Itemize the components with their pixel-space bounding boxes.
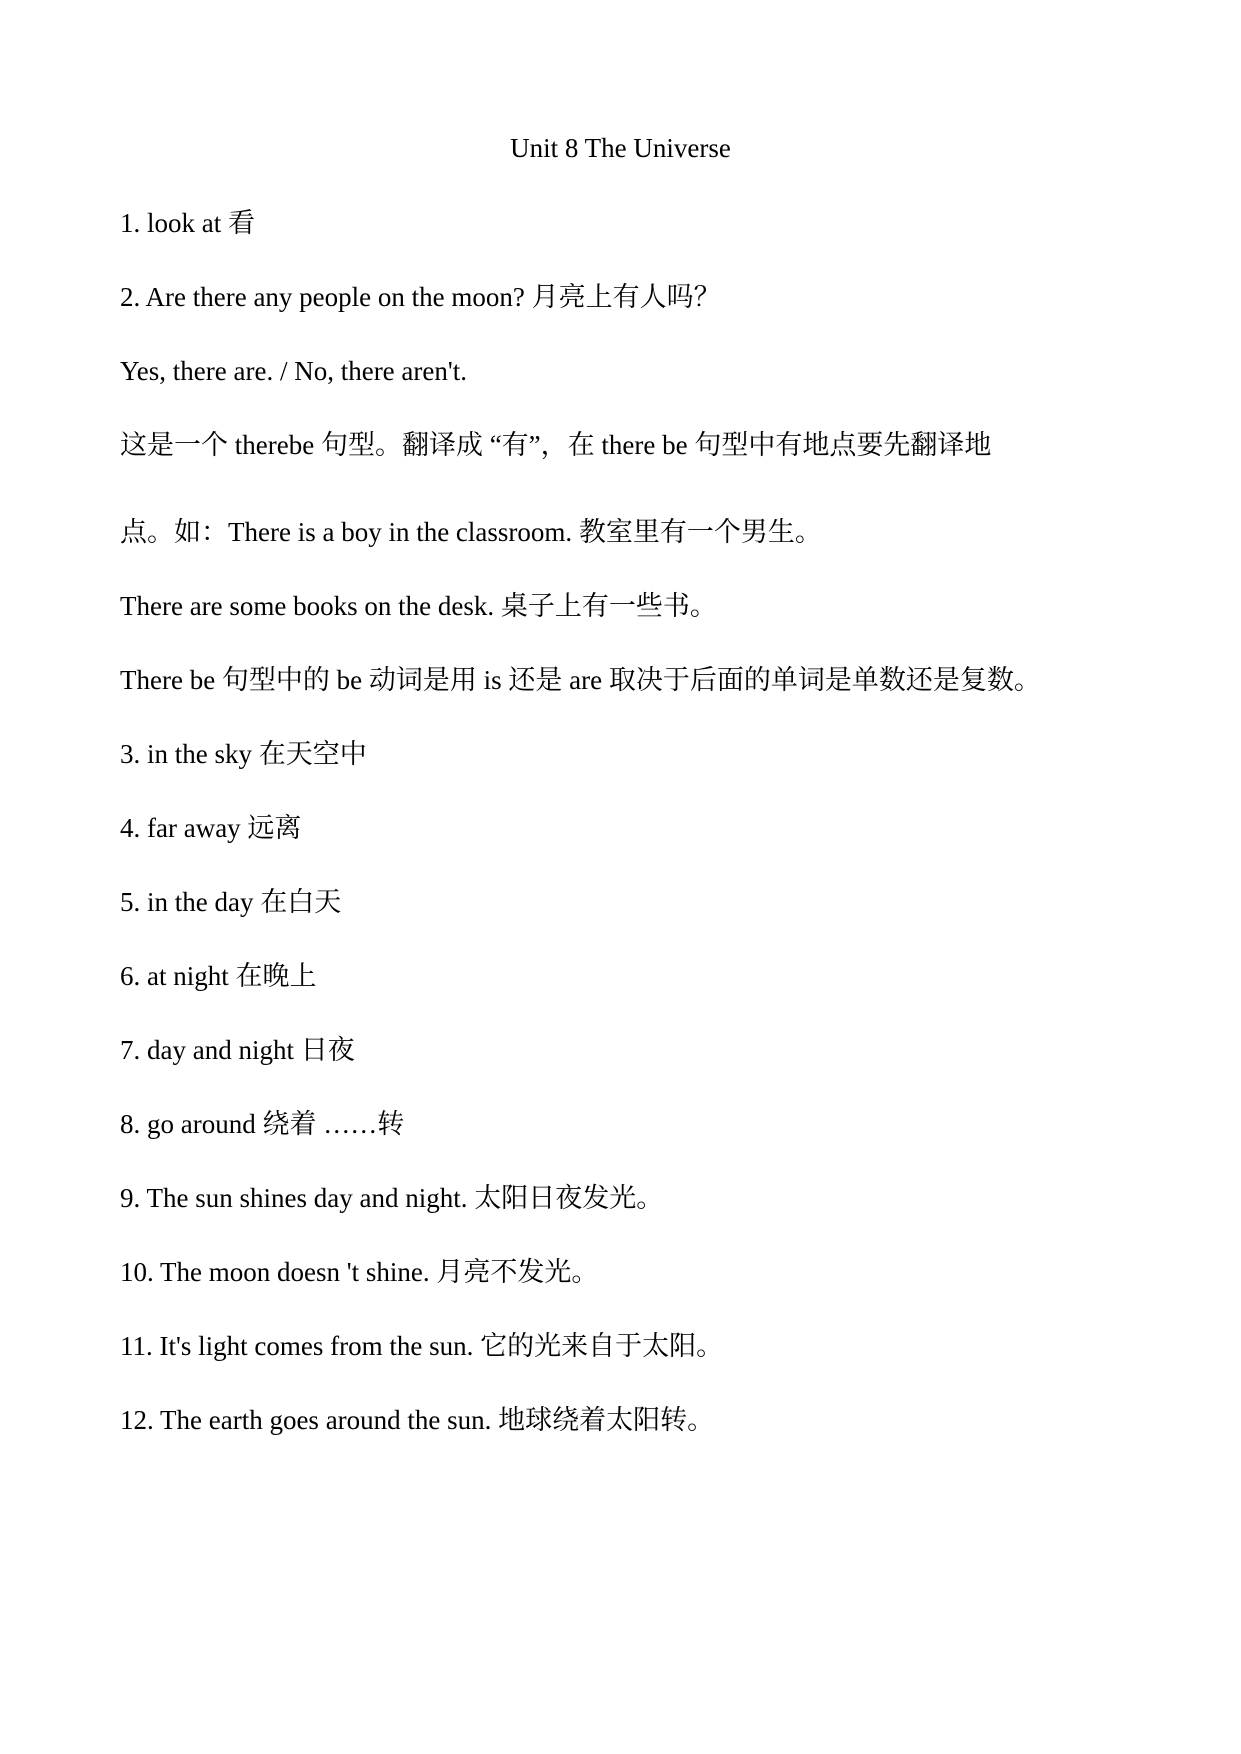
example-sentence: There are some books on the desk. 桌子上有一些书。 <box>120 591 717 621</box>
item-3: 3. in the sky 在天空中 <box>120 739 367 769</box>
explanation-line-1: 这是一个 therebe 句型。翻译成 “有”，在 there be 句型中有地点要先翻译地 <box>120 430 992 460</box>
item-2: 2. Are there any people on the moon? 月亮上有人吗？ <box>120 282 721 312</box>
document-title: Unit 8 The Universe <box>510 133 731 163</box>
explanation-line-2: 点。如：There is a boy in the classroom. 教室里有一个男生。 <box>120 517 822 547</box>
item-9: 9. The sun shines day and night. 太阳日夜发光。 <box>120 1183 664 1213</box>
item-4: 4. far away 远离 <box>120 813 302 843</box>
item-7: 7. day and night 日夜 <box>120 1035 355 1065</box>
answer-line: Yes, there are. / No, there aren't. <box>120 356 467 386</box>
item-11: 11. It's light comes from the sun. 它的光来自于太阳。 <box>120 1331 724 1361</box>
grammar-note: There be 句型中的 be 动词是用 is 还是 are 取决于后面的单词是单数还是复数。 <box>120 665 1041 695</box>
item-6: 6. at night 在晚上 <box>120 961 317 991</box>
item-5: 5. in the day 在白天 <box>120 887 342 917</box>
item-10: 10. The moon doesn 't shine. 月亮不发光。 <box>120 1257 599 1287</box>
item-1: 1. look at 看 <box>120 208 255 238</box>
item-12: 12. The earth goes around the sun. 地球绕着太阳转。 <box>120 1405 715 1435</box>
item-8: 8. go around 绕着 ……转 <box>120 1109 405 1139</box>
